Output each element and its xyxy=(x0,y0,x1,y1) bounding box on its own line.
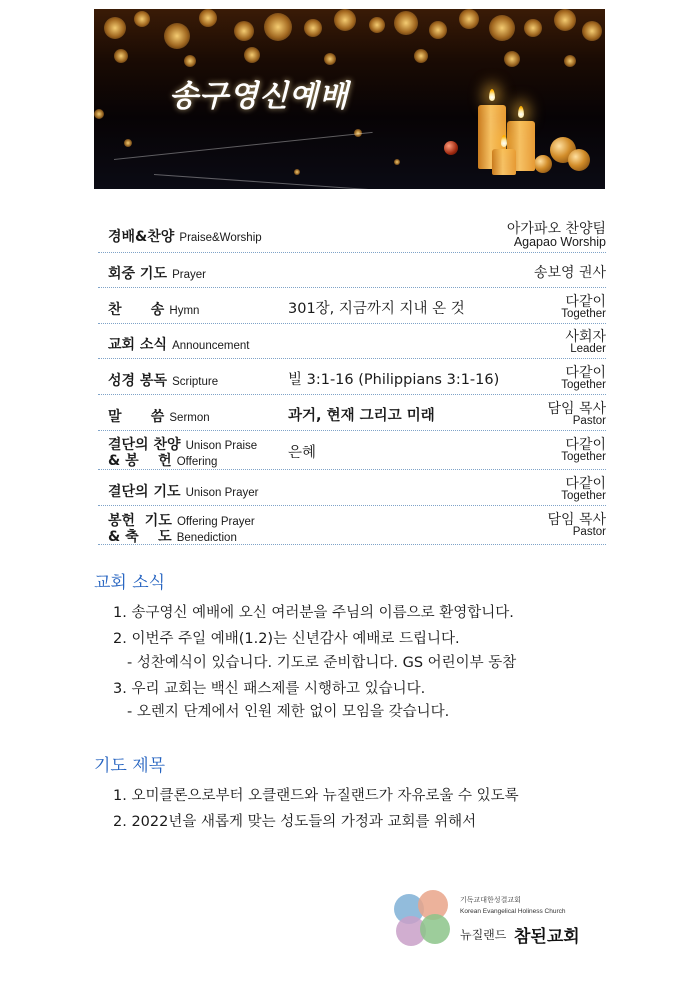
bokeh-light xyxy=(134,11,150,27)
item-detail: 은혜 xyxy=(288,445,317,461)
sparkle-trail xyxy=(154,174,453,189)
bokeh-light xyxy=(94,109,104,119)
order-row xyxy=(98,253,606,288)
sermon-title: 과거, 현재 그리고 미래 xyxy=(288,408,435,424)
order-row xyxy=(98,431,606,470)
bokeh-light xyxy=(324,53,336,65)
item-name-ko: 회중 기도 xyxy=(108,266,167,282)
item-detail: 301장, 지금까지 지내 온 것 xyxy=(288,301,465,317)
item-name-ko: 결단의 기도 xyxy=(108,484,181,500)
leader-en: Leader xyxy=(570,343,606,355)
leader-ko: 담임 목사 xyxy=(547,401,606,417)
candle xyxy=(492,149,516,175)
item-name-en: Unison Praise xyxy=(185,440,258,452)
bokeh-light xyxy=(264,13,292,41)
item-name-ko: 결단의 찬양 xyxy=(108,437,181,453)
item-name-ko: 성경 봉독 xyxy=(108,373,167,389)
item-name-ko: 찬 송 xyxy=(108,302,165,318)
item-name-ko: 교회 소식 xyxy=(108,337,167,353)
bokeh-light xyxy=(429,21,447,39)
item-name-en: Benediction xyxy=(176,532,237,544)
bokeh-light xyxy=(164,23,190,49)
bokeh-light xyxy=(294,169,300,175)
leader-en: Agapao Worship xyxy=(513,235,606,249)
item-name-en: Praise&Worship xyxy=(179,232,262,244)
prayer-item: 1. 오미클론으로부터 오클랜드와 뉴질랜드가 자유로울 수 있도록 xyxy=(113,788,519,804)
bokeh-light xyxy=(582,21,602,41)
bokeh-light xyxy=(394,11,418,35)
order-of-service xyxy=(98,218,606,545)
bokeh-light xyxy=(369,17,385,33)
sparkle-trail xyxy=(114,132,373,160)
bokeh-light xyxy=(199,9,217,27)
leader-ko: 다같이 xyxy=(565,365,606,381)
order-row xyxy=(98,470,606,506)
candle-flame xyxy=(518,106,524,118)
leader-ko: 다같이 xyxy=(565,437,606,453)
order-row xyxy=(98,359,606,395)
order-row xyxy=(98,324,606,359)
candle-flame xyxy=(489,89,495,101)
bokeh-light xyxy=(124,139,132,147)
logo-denomination-ko: 기독교대한성결교회 xyxy=(460,896,521,904)
leader-en: Pastor xyxy=(572,526,606,538)
bokeh-light xyxy=(564,55,576,67)
order-row xyxy=(98,506,606,545)
item-detail: 빌 3:1-16 (Philippians 3:1-16) xyxy=(288,372,500,388)
notice-item: 1. 송구영신 예배에 오신 여러분을 주님의 이름으로 환영합니다. xyxy=(113,605,514,621)
item-name-ko: 경배&찬양 xyxy=(108,229,175,245)
item-name-en: Sermon xyxy=(169,412,210,424)
leader-en: Together xyxy=(561,308,606,320)
item-name-en: Prayer xyxy=(172,269,206,281)
leader-ko: 다같이 xyxy=(565,294,606,310)
bokeh-light xyxy=(489,15,515,41)
item-name-en: Offering Prayer xyxy=(176,516,255,528)
item-name-en: Scripture xyxy=(172,376,219,388)
leader-ko: 다같이 xyxy=(565,476,606,492)
item-name-ko: 봉헌 기도 xyxy=(108,513,172,529)
bokeh-light xyxy=(524,19,542,37)
prayer-item: 2. 2022년을 새롭게 맞는 성도들의 가정과 교회를 위해서 xyxy=(113,814,477,830)
bokeh-light xyxy=(394,159,400,165)
logo-church-name: 참된교회 xyxy=(514,927,580,947)
ornament xyxy=(444,141,458,155)
leader-en: Pastor xyxy=(572,415,606,427)
bokeh-light xyxy=(334,9,356,31)
banner-image xyxy=(94,9,605,189)
leader-ko: 담임 목사 xyxy=(547,512,606,528)
order-row xyxy=(98,395,606,431)
notices-title: 교회 소식 xyxy=(94,573,166,593)
bokeh-light xyxy=(504,51,520,67)
ornament xyxy=(568,149,590,171)
bokeh-light xyxy=(184,55,196,67)
banner-title: 송구영신예배 xyxy=(169,79,349,114)
notice-item: 2. 이번주 주일 예배(1.2)는 신년감사 예배로 드립니다. xyxy=(113,631,460,647)
logo-emblem xyxy=(420,914,450,944)
bokeh-light xyxy=(414,49,428,63)
logo-region: 뉴질랜드 xyxy=(460,928,507,942)
notice-item: 3. 우리 교회는 백신 패스제를 시행하고 있습니다. xyxy=(113,681,426,697)
bokeh-light xyxy=(104,17,126,39)
bokeh-light xyxy=(554,9,576,31)
leader-ko: 송보영 권사 xyxy=(533,265,606,281)
item-name-ko: & 축 도 xyxy=(108,529,172,545)
church-logo xyxy=(392,890,592,950)
bokeh-light xyxy=(459,9,479,29)
leader-ko: 사회자 xyxy=(565,329,606,345)
bokeh-light xyxy=(244,47,260,63)
leader-en: Together xyxy=(561,490,606,502)
bokeh-light xyxy=(234,21,254,41)
leader-en: Together xyxy=(561,451,606,463)
leader-en: Together xyxy=(561,379,606,391)
candle-flame xyxy=(501,135,507,147)
notice-subitem: - 오렌지 단계에서 인원 제한 없이 모임을 갖습니다. xyxy=(127,704,450,720)
item-name-en: Unison Prayer xyxy=(185,487,259,499)
prayer-title: 기도 제목 xyxy=(94,756,166,776)
item-name-en: Hymn xyxy=(169,305,200,317)
bokeh-light xyxy=(304,19,322,37)
leader-ko: 아가파오 찬양팀 xyxy=(506,221,606,237)
notice-subitem: - 성찬예식이 있습니다. 기도로 준비합니다. GS 어린이부 동참 xyxy=(127,655,517,671)
item-name-en: Announcement xyxy=(172,340,250,352)
item-name-ko: & 봉 헌 xyxy=(108,453,172,469)
bokeh-light xyxy=(114,49,128,63)
order-row xyxy=(98,288,606,324)
order-row xyxy=(98,218,606,253)
item-name-en: Offering xyxy=(176,456,218,468)
item-name-ko: 말 씀 xyxy=(108,409,165,425)
ornament xyxy=(534,155,552,173)
logo-denomination-en: Korean Evangelical Holiness Church xyxy=(460,908,566,915)
